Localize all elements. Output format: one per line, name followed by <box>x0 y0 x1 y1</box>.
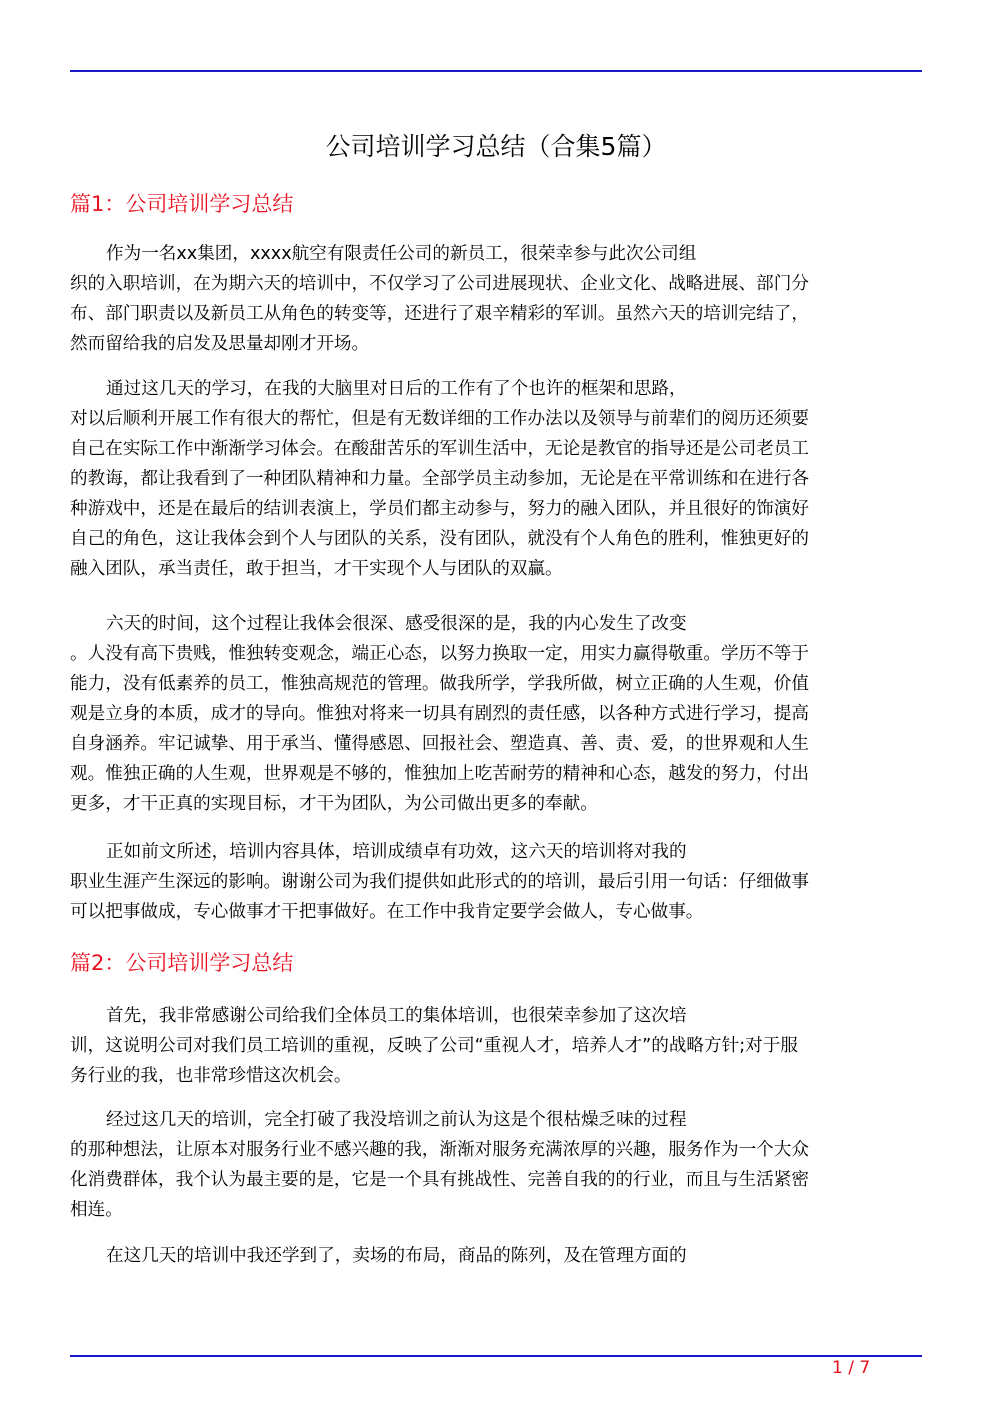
paragraph-line: 织的入职培训，在为期六天的培训中，不仅学习了公司进展现状、企业文化、战略进展、部门分 <box>70 274 809 294</box>
section-heading-1: 篇1：公司培训学习总结 <box>70 192 294 216</box>
paragraph-line: 自己的角色，这让我体会到个人与团队的关系，没有团队，就没有个人角色的胜利，惟独更好的 <box>70 529 809 549</box>
paragraph-line: 作为一名xx集团，xxxx航空有限责任公司的新员工，很荣幸参与此次公司组 <box>106 244 697 264</box>
paragraph-line: 训，这说明公司对我们员工培训的重视，反映了公司“重视人才，培养人才”的战略方针;对于服 <box>70 1036 798 1056</box>
paragraph-line: 布、部门职责以及新员工从角色的转变等，还进行了艰辛精彩的军训。虽然六天的培训完结了， <box>70 304 809 324</box>
paragraph-line: 然而留给我的启发及思量却刚才开场。 <box>70 334 370 354</box>
paragraph-line: 首先，我非常感谢公司给我们全体员工的集体培训，也很荣幸参加了这次培 <box>106 1006 687 1026</box>
paragraph-line: 可以把事做成，专心做事才干把事做好。在工作中我肯定要学会做人，专心做事。 <box>70 902 704 922</box>
paragraph-line: 在这几天的培训中我还学到了，卖场的布局，商品的陈列，及在管理方面的 <box>106 1246 687 1266</box>
paragraph <box>70 1105 922 1225</box>
document-title: 公司培训学习总结（合集5篇） <box>325 132 667 161</box>
paragraph-line: 种游戏中，还是在最后的结训表演上，学员们都主动参与，努力的融入团队，并且很好的饰演好 <box>70 499 809 519</box>
paragraph-line: 六天的时间，这个过程让我体会很深、感受很深的是，我的内心发生了改变 <box>106 614 687 634</box>
paragraph <box>70 239 922 359</box>
paragraph-line: 。人没有高下贵贱，惟独转变观念，端正心态，以努力换取一定，用实力赢得敬重。学历不等于 <box>70 644 809 664</box>
paragraph-line: 自己在实际工作中渐渐学习体会。在酸甜苦乐的军训生活中，无论是教官的指导还是公司老员工 <box>70 439 809 459</box>
footer-rule <box>70 1355 922 1357</box>
paragraph-line: 务行业的我，也非常珍惜这次机会。 <box>70 1066 352 1086</box>
paragraph <box>70 1001 922 1091</box>
section-heading-2: 篇2：公司培训学习总结 <box>70 951 294 975</box>
paragraph-line: 正如前文所述，培训内容具体，培训成绩卓有功效，这六天的培训将对我的 <box>106 842 687 862</box>
header-rule <box>70 70 922 72</box>
paragraph <box>70 837 922 927</box>
paragraph-line: 更多，才干正真的实现目标，才干为团队，为公司做出更多的奉献。 <box>70 794 598 814</box>
paragraph-line: 对以后顺利开展工作有很大的帮忙，但是有无数详细的工作办法以及领导与前辈们的阅历还须要 <box>70 409 809 429</box>
paragraph-line: 观是立身的本质，成才的导向。惟独对将来一切具有剧烈的责任感，以各种方式进行学习，提高 <box>70 704 809 724</box>
paragraph <box>70 1241 922 1271</box>
paragraph-line: 自身涵养。牢记诚挚、用于承当、懂得感恩、回报社会、塑造真、善、责、爱，的世界观和人生 <box>70 734 809 754</box>
paragraph-line: 经过这几天的培训，完全打破了我没培训之前认为这是个很枯燥乏味的过程 <box>106 1110 687 1130</box>
paragraph-line: 化消费群体，我个认为最主要的是，它是一个具有挑战性、完善自我的的行业，而且与生活紧密 <box>70 1170 809 1190</box>
paragraph-line: 的教诲，都让我看到了一种团队精神和力量。全部学员主动参加，无论是在平常训练和在进行各 <box>70 469 809 489</box>
paragraph-line: 的那种想法，让原本对服务行业不感兴趣的我，渐渐对服务充满浓厚的兴趣，服务作为一个大众 <box>70 1140 809 1160</box>
paragraph-line: 相连。 <box>70 1200 123 1220</box>
paragraph-line: 融入团队，承当责任，敢于担当，才干实现个人与团队的双赢。 <box>70 559 563 579</box>
paragraph-line: 职业生涯产生深远的影响。谢谢公司为我们提供如此形式的的培训，最后引用一句话：仔细做事 <box>70 872 809 892</box>
paragraph-line: 通过这几天的学习，在我的大脑里对日后的工作有了个也许的框架和思路， <box>106 379 687 399</box>
paragraph <box>70 374 922 584</box>
paragraph-line: 观。惟独正确的人生观，世界观是不够的，惟独加上吃苦耐劳的精神和心态，越发的努力，付出 <box>70 764 809 784</box>
paragraph <box>70 609 922 819</box>
paragraph-line: 能力，没有低素养的员工，惟独高规范的管理。做我所学，学我所做，树立正确的人生观，价值 <box>70 674 809 694</box>
page-number: 1 / 7 <box>832 1358 871 1378</box>
